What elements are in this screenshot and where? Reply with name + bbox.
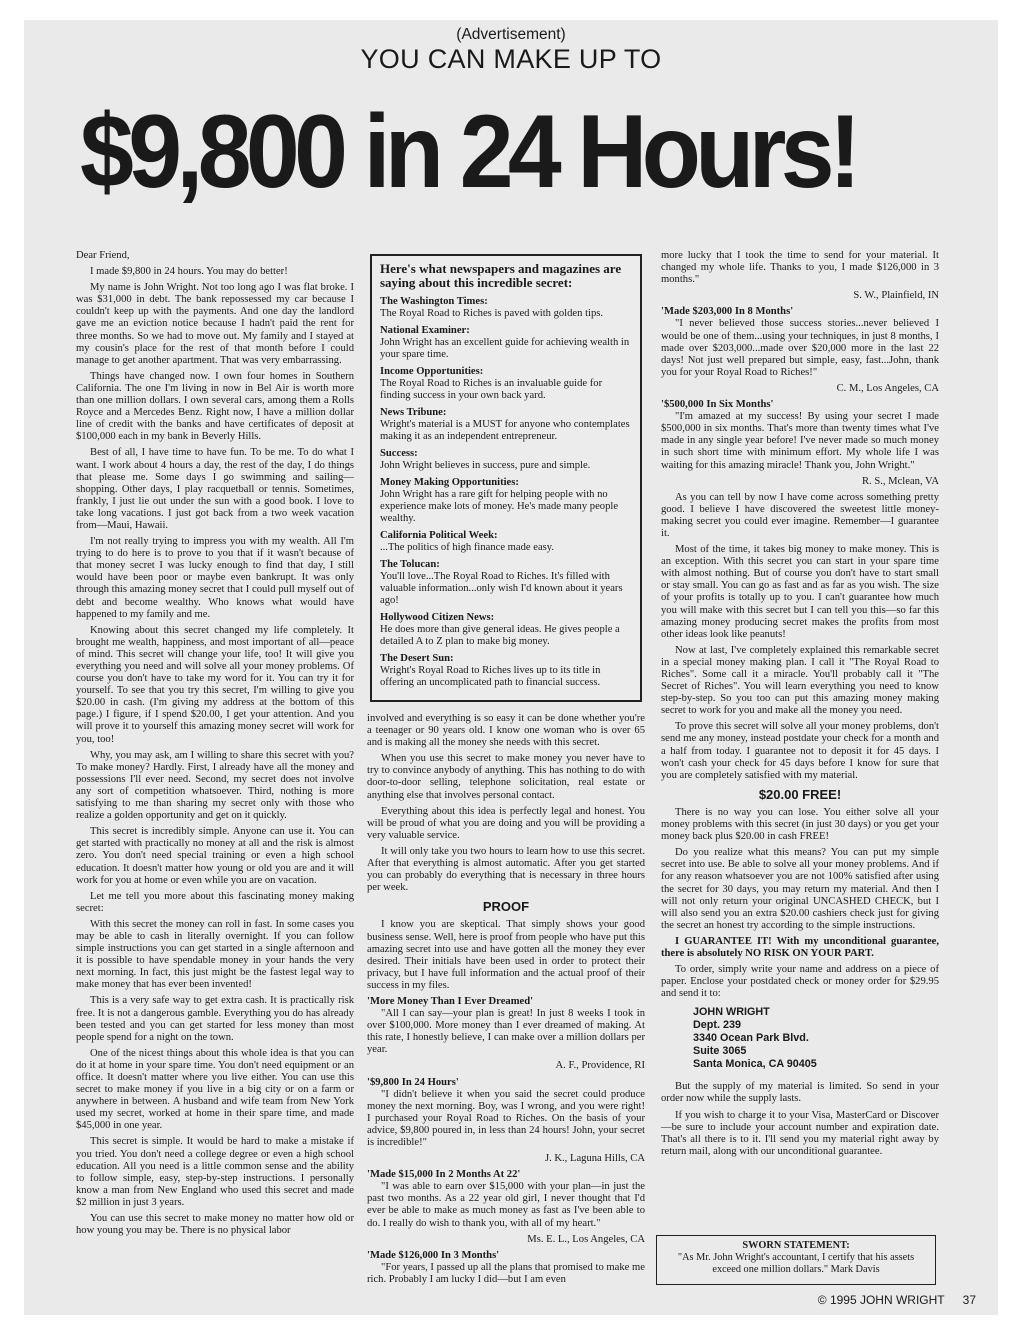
press-source: California Political Week:: [380, 530, 498, 541]
body-paragraph: There is no way you can lose. You either solve all your money problems with this secret (in just 30 days) or you get your money back plus $20.00 in cash FREE!: [661, 806, 939, 843]
press-source: Hollywood Citizen News:: [380, 612, 495, 623]
press-quote: [380, 612, 632, 648]
salutation: Dear Friend,: [76, 250, 130, 261]
mailing-address: [693, 1006, 939, 1071]
testimonial-signature: A. F., Providence, RI: [555, 1060, 645, 1072]
middle-column: [367, 713, 645, 1290]
address-line: Dept. 239: [693, 1019, 742, 1032]
press-quote: [380, 653, 632, 689]
body-paragraph: Everything about this idea is perfectly legal and honest. You will be proud of what you are doing and you will be providing a very valuable service.: [367, 805, 645, 841]
press-source: National Examiner:: [380, 325, 470, 336]
right-column: [661, 250, 939, 1162]
body-paragraph: I made $9,800 in 24 hours. You may do better!: [90, 266, 288, 278]
body-paragraph: You can use this secret to make money no matter how old or how young you may be. There is no physical labor: [76, 1213, 354, 1237]
testimonial-text: "I didn't believe it when you said the secret could produce money the next morning. Boy, was I wrong, and you were right! I purchased your Royal Road to Riches. On the basis of your advice, $9,800 poured in, in less than 24 hours! John, your secret is incredible!": [367, 1088, 645, 1148]
testimonial-signature: R. S., Mclean, VA: [861, 475, 939, 487]
press-quote: [380, 477, 632, 525]
headline: $9,800 in 24 Hours!: [80, 94, 856, 210]
left-column: [76, 250, 354, 1241]
copyright: © 1995 JOHN WRIGHT: [817, 1293, 945, 1307]
body-paragraph: This is a very safe way to get extra cash. It is practically risk free. It is not a dangerous gamble. Everything you do has already been tested and you can get started for less money than most people spend for a night on the town.: [76, 995, 354, 1043]
body-paragraph: I'm not really trying to impress you with my wealth. All I'm trying to do here is to prove to you that if it wasn't because of that money secret I was lucky enough to find that day, I still would have been poor or maybe even bankrupt. It was only through this amazing money secret that I could pull myself out of debt and become wealthy. Who knows what would have happened to my family and me.: [76, 536, 354, 620]
body-paragraph: Things have changed now. I own four homes in Southern California. The one I'm living in now in Bel Air is worth more than one million dollars. I own several cars, among them a Rolls Royce and a Mercedes Benz. Right now, I have a million dollar line of credit with the banks and have certificates of deposit at $100,000 each in my bank in Beverly Hills.: [76, 370, 354, 443]
testimonial-text: "I'm amazed at my success! By using your secret I made $500,000 in six months. That's more than twenty times what I've made in any single year before! I've never made so much money in such short time with minimum effort. My whole life I was waiting for this amazing miracle! Thank you, John Wright.": [661, 411, 939, 471]
page-number: 37: [962, 1293, 976, 1307]
body-paragraph: Do you realize what this means? You can put my simple secret into use. Be able to solve all your money problems. And if for any reason whatsoever you are not 100% satisfied after using the secret for 30 days, you may return my material. And then I will not only return your original UNCASHED CHECK, but I will also send you an extra $20.00 cashiers check just for giving the secret an honest try according to the simple instructions.: [661, 847, 939, 931]
testimonial-text: "For years, I passed up all the plans that promised to make me rich. Probably I am lucky I did—but I am even: [367, 1261, 645, 1285]
body-paragraph: One of the nicest things about this whole idea is that you can do it at home in your spare time. You don't need equipment or an office. It doesn't matter where you live either. You can use this secret to make money if you live in a big city or on a farm or anywhere in between. A husband and wife team from New York used my secret, worked at home in their spare time, and made $45,000 in one year.: [76, 1047, 354, 1132]
testimonial-signature: C. M., Los Angeles, CA: [836, 382, 939, 394]
testimonial-text: more lucky that I took the time to send for your material. It changed my whole life. Thanks to you, I made $126,000 in 3 months.": [661, 250, 939, 286]
magazine-page: [24, 20, 998, 1315]
body-paragraph: Now at last, I've completely explained this remarkable secret in a special money making plan. I call it "The Royal Road to Riches". Some call it a miracle. You'll probably call it "The Secret of Riches". You will learn everything you need to know step-by-step. So you too can put this amazing money making secret to work for you and make all the money you need.: [661, 644, 939, 717]
testimonial-title: 'Made $203,000 In 8 Months': [661, 306, 794, 318]
press-quote-text: The Royal Road to Riches is paved with golden tips.: [380, 308, 604, 319]
press-quote-text: John Wright has a rare gift for helping people with no experience make lots of money. He's made many people wealthy.: [380, 489, 619, 524]
body-paragraph: Knowing about this secret changed my life completely. It brought me wealth, happiness, and most important of all—peace of mind. This secret will change your life, too! It will give you everything you need and will solve all your money problems. Of course you don't have to take my word for it. You can try it for yourself. To see that you try this secret, I'm willing to give you $20.00 in cash. (I'm giving my address at the bottom of this page.) I figure, if I spend $20.00, I get your attention. And you will prove it to yourself this amazing money secret will work for you, too!: [76, 624, 354, 745]
press-quote: [380, 530, 632, 554]
press-quote: [380, 325, 632, 361]
press-quote: [380, 366, 632, 402]
testimonial-signature: Ms. E. L., Los Angeles, CA: [527, 1233, 645, 1245]
testimonial-title: 'Made $15,000 In 2 Months At 22': [367, 1169, 521, 1181]
guarantee-paragraph: I GUARANTEE IT! With my unconditional guarantee, there is absolutely NO RISK ON YOUR PART.: [661, 935, 939, 959]
press-quote-text: ...The politics of high finance made easy.: [380, 542, 555, 553]
body-paragraph: As you can tell by now I have come across something pretty good. I believe I have discovered the sweetest little money-making secret you could ever imagine. Remember—I guarantee it.: [661, 491, 939, 539]
testimonial-signature: S. W., Plainfield, IN: [853, 290, 939, 302]
press-source: The Desert Sun:: [380, 653, 454, 664]
press-quote: [380, 448, 632, 472]
press-quote-text: John Wright has an excellent guide for achieving wealth in your spare time.: [380, 337, 630, 360]
testimonial-text: "I never believed those success stories...never believed I would be one of them...using your techniques, in just 8 months, I made over $203,000...made over $20,000 more in the last 22 days! Not just well prepared but simple, easy, fast...John, thank you for your Royal Road to Riches!": [661, 318, 939, 378]
body-paragraph: But the supply of my material is limited. So send in your order now while the supply lasts.: [661, 1081, 939, 1105]
address-line: Santa Monica, CA 90405: [693, 1058, 817, 1071]
address-line: Suite 3065: [693, 1045, 747, 1058]
press-source: Money Making Opportunities:: [380, 477, 519, 488]
address-line: 3340 Ocean Park Blvd.: [693, 1032, 809, 1045]
advertisement-label: (Advertisement): [456, 26, 566, 43]
sworn-statement-text: "As Mr. John Wright's accountant, I certify that his assets exceed one million dollars." Mark Davis: [677, 1252, 915, 1275]
testimonial-title: '$500,000 In Six Months': [661, 399, 774, 411]
press-quote: [380, 559, 632, 607]
press-source: The Washington Times:: [380, 296, 488, 307]
testimonial-signature: J. K., Laguna Hills, CA: [544, 1153, 645, 1165]
press-quote-text: Wright's Royal Road to Riches lives up to its title in offering an uncomplicated path to financial success.: [380, 665, 601, 688]
body-paragraph: When you use this secret to make money you never have to try to convince anybody of anything. This has nothing to do with door-to-door selling, telephone solicitation, real estate or anything else that involves personal contact.: [367, 753, 645, 801]
body-paragraph: It will only take you two hours to learn how to use this secret. After that everything is almost automatic. After you get started you can probably do everything that is necessary in three hours per week.: [367, 845, 645, 894]
body-paragraph: I know you are skeptical. That simply shows your good business sense. Well, here is proof from people who have put this amazing secret into use and have gotten all the money they ever desired. Their initials have been used in order to protect their privacy, but I have full information and the actual proof of their success in my files.: [367, 919, 645, 991]
press-quote-text: Wright's material is a MUST for anyone who contemplates making it as an independent entrepreneur.: [380, 419, 630, 442]
body-paragraph: With this secret the money can roll in fast. In some cases you may be able to cash in literally overnight. If you can follow simple instructions you can get started in a single afternoon and it is possible to have spendable money in your hands the very next morning. In fact, this just might be the fastest legal way to make money that has ever been invented!: [76, 918, 354, 991]
press-source: The Tolucan:: [380, 559, 440, 570]
press-quote: [380, 407, 632, 443]
sworn-statement-title: SWORN STATEMENT:: [742, 1240, 850, 1251]
testimonial-title: 'Made $126,000 In 3 Months': [367, 1249, 500, 1261]
order-instructions: To order, simply write your name and address on a piece of paper. Enclose your postdated check or money order for $29.95 and send it to:: [661, 964, 939, 1000]
body-paragraph: If you wish to charge it to your Visa, MasterCard or Discover—be sure to include your account number and expiration date. That's all there is to it. I'll send you my material right away by return mail, along with our unconditional guarantee.: [661, 1109, 939, 1157]
page-footer: [818, 1293, 976, 1307]
press-quote-text: John Wright believes in success, pure and simple.: [380, 460, 591, 471]
press-quote: [380, 296, 632, 320]
body-paragraph: Best of all, I have time to have fun. To be me. To do what I want. I work about 4 hours a day, the rest of the day, I do things that please me. Some days I go swimming and sailing—shopping. Other days, I play racquetball or tennis. Sometimes, frankly, I just lie out under the sun with a good book. I love to take long vacations. I just got back from a two week vacation from—Maui, Hawaii.: [76, 447, 354, 531]
press-quotes-box: [370, 254, 642, 702]
body-paragraph: involved and everything is so easy it can be done whether you're a teenager or 90 years old. I know one woman who is over 65 and is making all the money she needs with this secret.: [367, 713, 645, 749]
press-quote-text: The Royal Road to Riches is an invaluable guide for finding success in your own back yard.: [380, 378, 603, 401]
body-paragraph: This secret is incredibly simple. Anyone can use it. You can get started with practically no money at all and the risk is almost zero. You don't need special training or even a high school education. It doesn't matter how young or old you are and it will work for you at home or even while you are on vacation.: [76, 826, 354, 886]
body-paragraph: Why, you may ask, am I willing to share this secret with you? To make money? Hardly. First, I already have all the money and possessions I'll ever need. Second, my secret does not involve any sort of competition whatsoever. Third, nothing is more satisfying to me than sharing my secret only with those who realize a golden opportunity and get on it quickly.: [76, 749, 354, 822]
body-paragraph: My name is John Wright. Not too long ago I was flat broke. I was $31,000 in debt. The bank repossessed my car because I couldn't keep up with the payments. And one day the landlord gave me an eviction notice because I hadn't paid the rent for three months. So we had to move out. My family and I stayed at my cousin's place for the rest of that month before I could manage to get another apartment. That was very embarrassing.: [76, 282, 354, 366]
body-paragraph: To prove this secret will solve all your money problems, don't send me any money, instead postdate your check for a month and a half from today. I guarantee not to deposit it for 45 days. I won't cash your check for 45 days before I know for sure that you are completely satisfied with my material.: [661, 721, 939, 781]
body-paragraph: Let me tell you more about this fascinating money making secret:: [76, 890, 354, 914]
press-source: Success:: [380, 448, 418, 459]
testimonial-title: 'More Money Than I Ever Dreamed': [367, 995, 534, 1007]
body-paragraph: Most of the time, it takes big money to make money. This is an exception. With this secret you can start in your spare time with almost nothing. But of course you don't have to start small or stay small. You can go as fast and as far as you wish. The size of your profits is totally up to you. I can't guarantee how much you will make with this secret but I can tell you this—so far this amazing money producing secret makes the profits from most other ideas look like peanuts!: [661, 544, 939, 640]
free-offer-heading: $20.00 FREE!: [758, 786, 842, 802]
proof-heading: PROOF: [482, 899, 530, 915]
address-line: JOHN WRIGHT: [693, 1006, 770, 1019]
top-line: YOU CAN MAKE UP TO: [360, 44, 662, 74]
body-paragraph: This secret is simple. It would be hard to make a mistake if you tried. You don't need a college degree or even a high school education. All you need is a little common sense and the ability to follow simple, easy, step-by-step instructions. I personally know a man from New England who used this secret and made $2 million in just 3 years.: [76, 1136, 354, 1208]
press-box-heading: Here's what newspapers and magazines are saying about this incredible secret:: [380, 261, 622, 290]
press-quote-text: You'll love...The Royal Road to Riches. It's filled with valuable information...only wish I'd known about it years ago!: [380, 571, 623, 606]
press-quote-text: He does more than give general ideas. He gives people a detailed A to Z plan to make big money.: [380, 624, 620, 647]
press-source: News Tribune:: [380, 407, 447, 418]
testimonial-text: "I was able to earn over $15,000 with your plan—in just the past two months. As a 22 year old girl, I never thought that I'd ever be able to make as much money as fast as I've been able to do. I really do wish to thank you, with all of my heart.": [367, 1181, 645, 1229]
press-source: Income Opportunities:: [380, 366, 484, 377]
sworn-statement-box: [656, 1235, 936, 1285]
testimonial-text: "All I can say—your plan is great! In just 8 weeks I took in over $100,000. More money than I ever dreamed of making. At this rate, I honestly believe, I can make over a million dollars per year.: [367, 1008, 645, 1056]
testimonial-title: '$9,800 In 24 Hours': [367, 1076, 459, 1088]
